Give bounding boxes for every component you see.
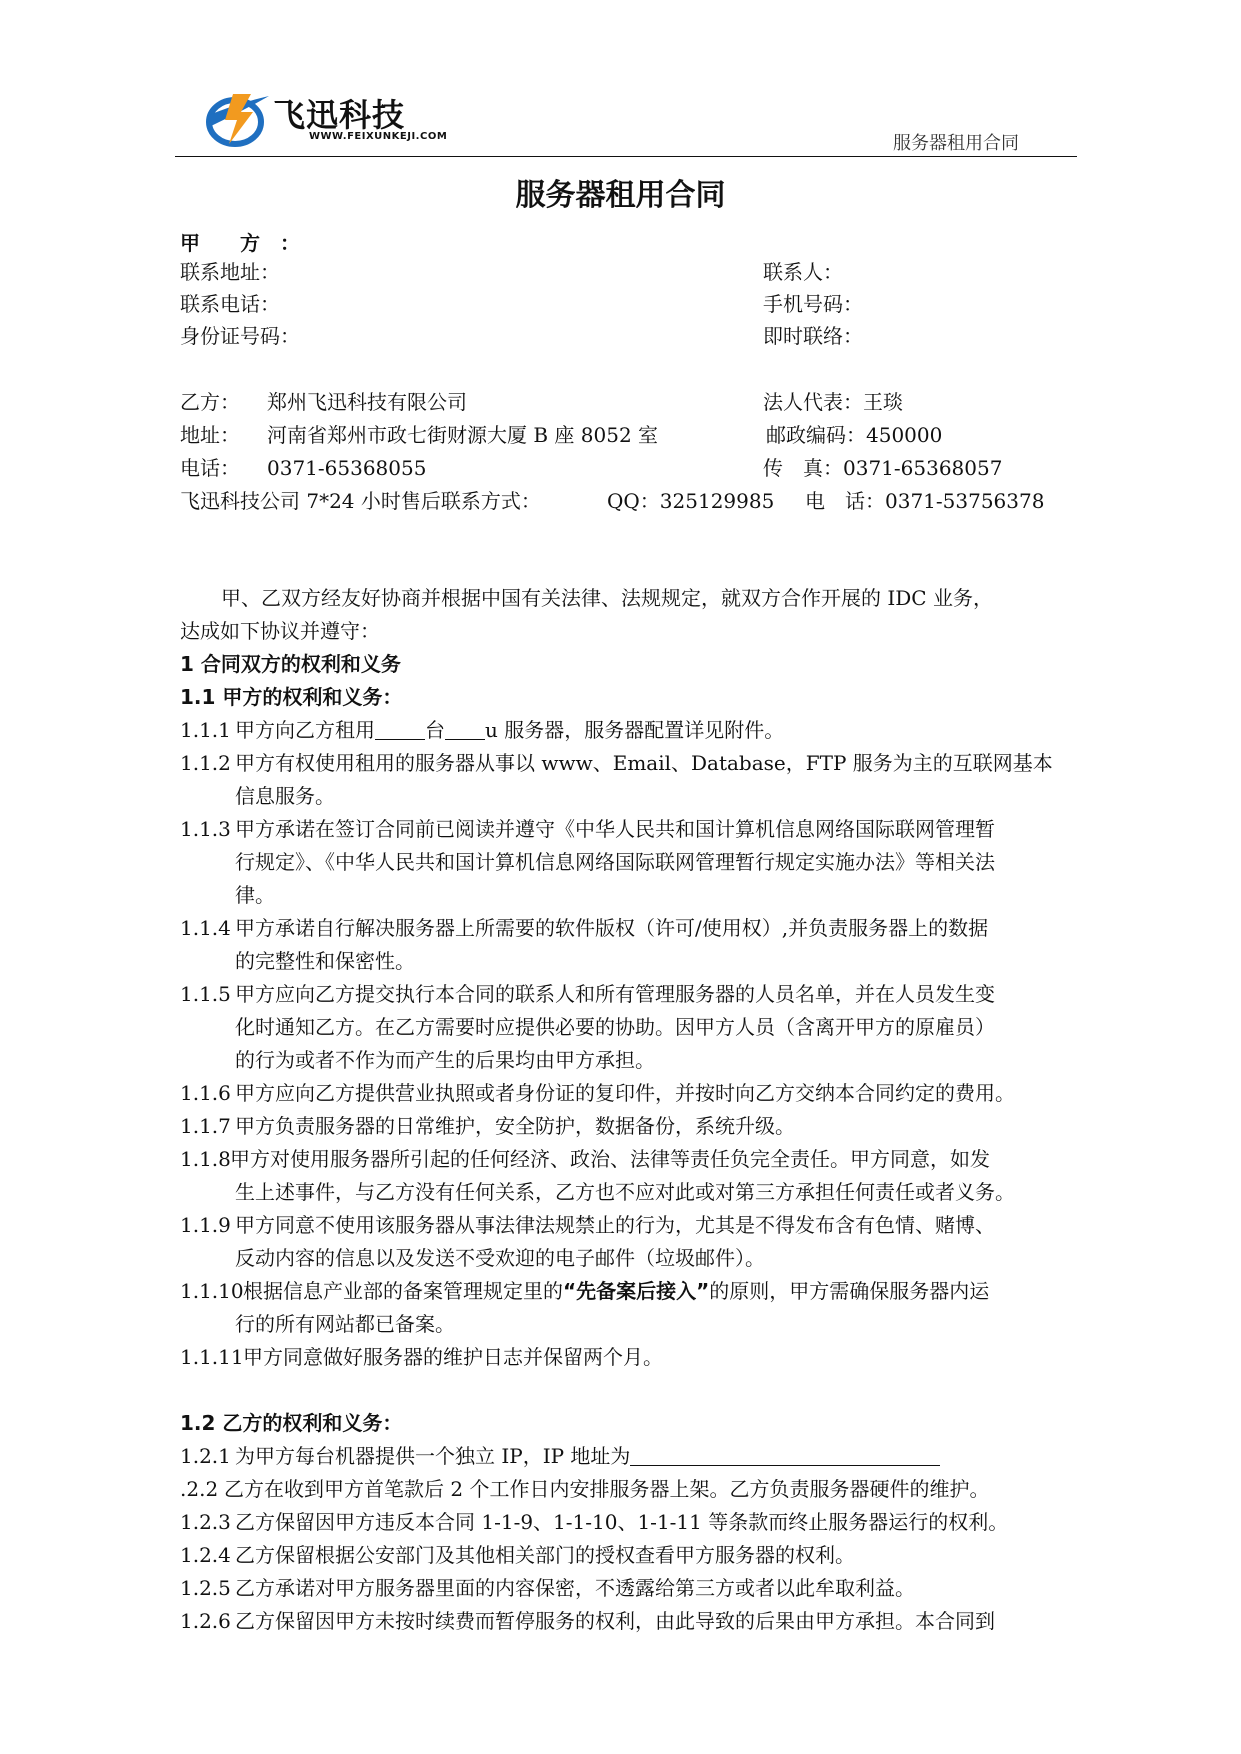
clause-number: 1.1.6 (180, 1081, 231, 1105)
ip-address-blank (630, 1445, 940, 1466)
clause-1-2-1: 为甲方每台机器提供一个独立 IP，IP 地址为 (235, 1443, 940, 1469)
header-divider (175, 156, 1077, 157)
clause-number: 1.1.4 (180, 916, 231, 940)
support-phone: 电 话：0371-53756378 (805, 489, 1045, 513)
clause-number: 1.2.1 (180, 1444, 231, 1468)
running-header-title: 服务器租用合同 (893, 133, 1019, 154)
clause-1-1-4-line-1: 甲方承诺自行解决服务器上所需要的软件版权（许可/使用权）,并负责服务器上的数据 (235, 916, 989, 940)
logo-url: WWW.FEIXUNKEJI.COM (309, 131, 448, 142)
clause-1-2-3: 乙方保留因甲方违反本合同 1-1-9、1-1-10、1-1-11 等条款而终止服务器运行的权利。 (235, 1510, 1009, 1534)
party-a-phone: 联系电话： (180, 292, 280, 316)
clause-1-1-9-line-2: 反动内容的信息以及发送不受欢迎的电子邮件（垃圾邮件）。 (235, 1246, 765, 1270)
clause-1-1-4-line-2: 的完整性和保密性。 (235, 949, 415, 973)
clause-number: 1.1.10 (180, 1279, 244, 1303)
clause-1-2-2: 乙方在收到甲方首笔款后 2 个工作日内安排服务器上架。乙方负责服务器硬件的维护。 (224, 1477, 990, 1501)
clause-number: 1.1.8 (180, 1147, 231, 1171)
clause-1-1-3-line-1: 甲方承诺在签订合同前已阅读并遵守《中华人民共和国计算机信息网络国际联网管理暂 (235, 817, 995, 841)
section-1-heading: 1 合同双方的权利和义务 (180, 652, 401, 676)
party-b-address: 河南省郑州市政七街财源大厦 B 座 8052 室 (267, 423, 659, 447)
clause-1-1-2-line-2: 信息服务。 (235, 784, 335, 808)
server-size-blank (445, 719, 485, 740)
party-b-fax: 传 真：0371-65368057 (763, 456, 1003, 480)
clause-number: 1.1.2 (180, 751, 231, 775)
clause-1-1-8-line-1: 甲方对使用服务器所引起的任何经济、政治、法律等责任负完全责任。甲方同意，如发 (230, 1147, 990, 1171)
party-a-contact: 联系人： (763, 260, 843, 284)
intro-line-1: 甲、乙双方经友好协商并根据中国有关法律、法规规定，就双方合作开展的 IDC 业务， (221, 586, 993, 610)
clause-number: 1.1.5 (180, 982, 231, 1006)
document-title: 服务器租用合同 (515, 178, 726, 213)
clause-1-1-5-line-2: 化时通知乙方。在乙方需要时应提供必要的协助。因甲方人员（含离开甲方的原雇员） (235, 1015, 995, 1039)
clause-1-2-6: 乙方保留因甲方未按时续费而暂停服务的权利，由此导致的后果由甲方承担。本合同到 (235, 1609, 995, 1633)
party-b-name: 郑州飞迅科技有限公司 (267, 390, 467, 414)
clause-1-1-6: 甲方应向乙方提供营业执照或者身份证的复印件，并按时向乙方交纳本合同约定的费用。 (235, 1081, 1015, 1105)
party-a-address: 联系地址： (180, 260, 280, 284)
clause-1-2-4: 乙方保留根据公安部门及其他相关部门的授权查看甲方服务器的权利。 (235, 1543, 855, 1567)
clause-number: 1.1.7 (180, 1114, 231, 1138)
party-b-label: 乙方： (180, 390, 240, 414)
clause-number: 1.1.1 (180, 718, 231, 742)
party-b-legal-rep: 法人代表：王琰 (763, 390, 903, 414)
clause-number: 1.2.6 (180, 1609, 231, 1633)
clause-1-1-7: 甲方负责服务器的日常维护，安全防护，数据备份，系统升级。 (235, 1114, 795, 1138)
party-b-address-label: 地址： (180, 423, 240, 447)
clause-1-1-11: 甲方同意做好服务器的维护日志并保留两个月。 (243, 1345, 663, 1369)
clause-1-1-3-line-3: 律。 (235, 883, 275, 907)
company-logo (205, 86, 450, 152)
section-1-1-heading: 1.1 甲方的权利和义务： (180, 685, 403, 709)
support-qq: QQ：325129985 (607, 489, 775, 513)
clause-number: 1.1.3 (180, 817, 231, 841)
party-a-mobile: 手机号码： (763, 292, 863, 316)
clause-number: 1.2.3 (180, 1510, 231, 1534)
clause-number: 1.2.5 (180, 1576, 231, 1600)
logo-text: 飞迅科技 (273, 96, 406, 134)
clause-1-1-5-line-1: 甲方应向乙方提交执行本合同的联系人和所有管理服务器的人员名单，并在人员发生变 (235, 982, 995, 1006)
clause-1-1-5-line-3: 的行为或者不作为而产生的后果均由甲方承担。 (235, 1048, 655, 1072)
emphasis-text: “先备案后接入” (563, 1279, 710, 1303)
party-b-phone: 0371-65368055 (267, 456, 427, 480)
party-a-label: 甲 方 ： (180, 231, 300, 255)
clause-1-1-2-line-1: 甲方有权使用租用的服务器从事以 www、Email、Database，FTP 服务为主的互联网基本 (235, 751, 1053, 775)
clause-1-1-3-line-2: 行规定》、《中华人民共和国计算机信息网络国际联网管理暂行规定实施办法》等相关法 (235, 850, 995, 874)
logo-swoosh-icon (205, 86, 273, 152)
clause-1-1-1: 甲方向乙方租用 台 u 服务器，服务器配置详见附件。 (235, 718, 785, 742)
clause-1-1-9-line-1: 甲方同意不使用该服务器从事法律法规禁止的行为，尤其是不得发布含有色情、赌博、 (235, 1213, 995, 1237)
support-label: 飞迅科技公司 7*24 小时售后联系方式： (180, 489, 541, 513)
clause-number: 1.2.4 (180, 1543, 231, 1567)
server-count-blank (375, 719, 425, 740)
party-b-phone-label: 电话： (180, 456, 240, 480)
party-a-im: 即时联络： (763, 324, 863, 348)
clause-number: .2.2 (180, 1477, 219, 1501)
party-b-postcode: 邮政编码：450000 (766, 423, 943, 447)
clause-number: 1.1.11 (180, 1345, 244, 1369)
clause-1-1-10-line-1: 根据信息产业部的备案管理规定里的“先备案后接入”的原则，甲方需确保服务器内运 (243, 1279, 990, 1303)
party-a-id: 身份证号码： (180, 324, 300, 348)
section-1-2-heading: 1.2 乙方的权利和义务： (180, 1411, 403, 1435)
clause-1-1-8-line-2: 生上述事件，与乙方没有任何关系，乙方也不应对此或对第三方承担任何责任或者义务。 (235, 1180, 1015, 1204)
clause-1-2-5: 乙方承诺对甲方服务器里面的内容保密，不透露给第三方或者以此牟取利益。 (235, 1576, 915, 1600)
intro-line-2: 达成如下协议并遵守： (180, 619, 380, 643)
clause-number: 1.1.9 (180, 1213, 231, 1237)
clause-1-1-10-line-2: 行的所有网站都已备案。 (235, 1312, 455, 1336)
